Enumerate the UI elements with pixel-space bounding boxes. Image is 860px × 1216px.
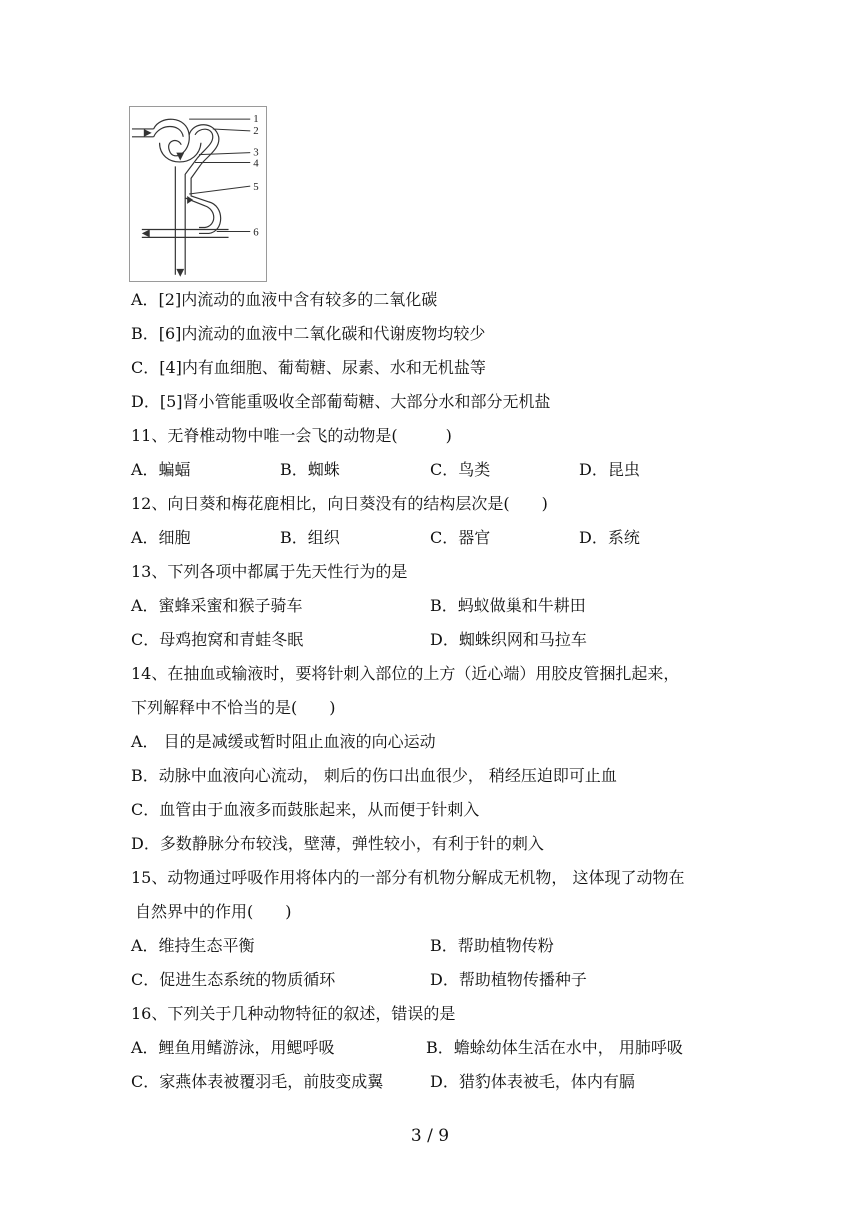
q15-option-c: C．促进生态系统的物质循环 — [131, 970, 336, 989]
q14-option-a: A． 目的是减缓或暂时阻止血液的向心运动 — [131, 732, 436, 751]
q14-option-b: B．动脉中血液向心流动， 刺后的伤口出血很少， 稍经压迫即可止血 — [131, 766, 617, 785]
q16-stem: 16、下列关于几种动物特征的叙述，错误的是 — [131, 1004, 456, 1023]
q14-stem-line2: 下列解释中不恰当的是( ) — [131, 698, 336, 717]
q12-stem: 12、向日葵和梅花鹿相比，向日葵没有的结构层次是( ) — [131, 494, 548, 513]
q15-stem-line1: 15、动物通过呼吸作用将体内的一部分有机物分解成无机物， 这体现了动物在 — [131, 868, 685, 887]
q13-stem: 13、下列各项中都属于先天性行为的是 — [131, 562, 408, 581]
page-number: 3 / 9 — [410, 1126, 450, 1146]
label-6: 6 — [253, 226, 259, 239]
q11-option-d: D．昆虫 — [579, 460, 640, 479]
q11-option-b: B．蜘蛛 — [280, 460, 340, 479]
q14-stem-line1: 14、在抽血或输液时，要将针刺入部位的上方（近心端）用胶皮管捆扎起来， — [131, 664, 680, 683]
q16-option-c: C．家燕体表被覆羽毛，前肢变成翼 — [131, 1072, 384, 1091]
q10-option-b: B．[6]内流动的血液中二氧化碳和代谢废物均较少 — [131, 324, 486, 343]
q13-option-b: B．蚂蚁做巢和牛耕田 — [430, 596, 586, 615]
q16-option-d: D．猎豹体表被毛，体内有膈 — [430, 1072, 635, 1091]
q12-option-d: D．系统 — [579, 528, 640, 547]
q10-option-a: A．[2]内流动的血液中含有较多的二氧化碳 — [131, 290, 438, 309]
q12-option-b: B．组织 — [280, 528, 340, 547]
q11-option-a: A．蝙蝠 — [131, 460, 191, 479]
q16-option-a: A．鲤鱼用鳍游泳，用鳃呼吸 — [131, 1038, 335, 1057]
q12-option-a: A．细胞 — [131, 528, 191, 547]
q15-option-d: D．帮助植物传播种子 — [430, 970, 587, 989]
label-4: 4 — [253, 157, 259, 170]
q14-option-d: D．多数静脉分布较浅，壁薄，弹性较小，有利于针的刺入 — [131, 834, 544, 853]
q14-option-c: C．血管由于血液多而鼓胀起来，从而便于针刺入 — [131, 800, 480, 819]
label-5: 5 — [253, 181, 259, 194]
q13-option-c: C．母鸡抱窝和青蛙冬眠 — [131, 630, 304, 649]
label-3: 3 — [253, 146, 259, 159]
q11-option-c: C．鸟类 — [430, 460, 491, 479]
q13-option-d: D．蜘蛛织网和马拉车 — [430, 630, 587, 649]
q12-option-c: C．器官 — [430, 528, 491, 547]
nephron-svg — [130, 107, 266, 281]
q10-option-c: C．[4]内有血细胞、葡萄糖、尿素、水和无机盐等 — [131, 358, 486, 377]
q11-stem: 11、无脊椎动物中唯一会飞的动物是( ) — [131, 426, 452, 445]
q15-option-a: A．维持生态平衡 — [131, 936, 255, 955]
q15-stem-line2: 自然界中的作用( ) — [135, 902, 292, 921]
q10-option-d: D．[5]肾小管能重吸收全部葡萄糖、大部分水和部分无机盐 — [131, 392, 551, 411]
label-1: 1 — [253, 113, 259, 126]
label-2: 2 — [253, 124, 259, 137]
q16-option-b: B．蟾蜍幼体生活在水中， 用肺呼吸 — [426, 1038, 683, 1057]
q15-option-b: B．帮助植物传粉 — [430, 936, 554, 955]
nephron-diagram — [129, 106, 267, 282]
q13-option-a: A．蜜蜂采蜜和猴子骑车 — [131, 596, 303, 615]
